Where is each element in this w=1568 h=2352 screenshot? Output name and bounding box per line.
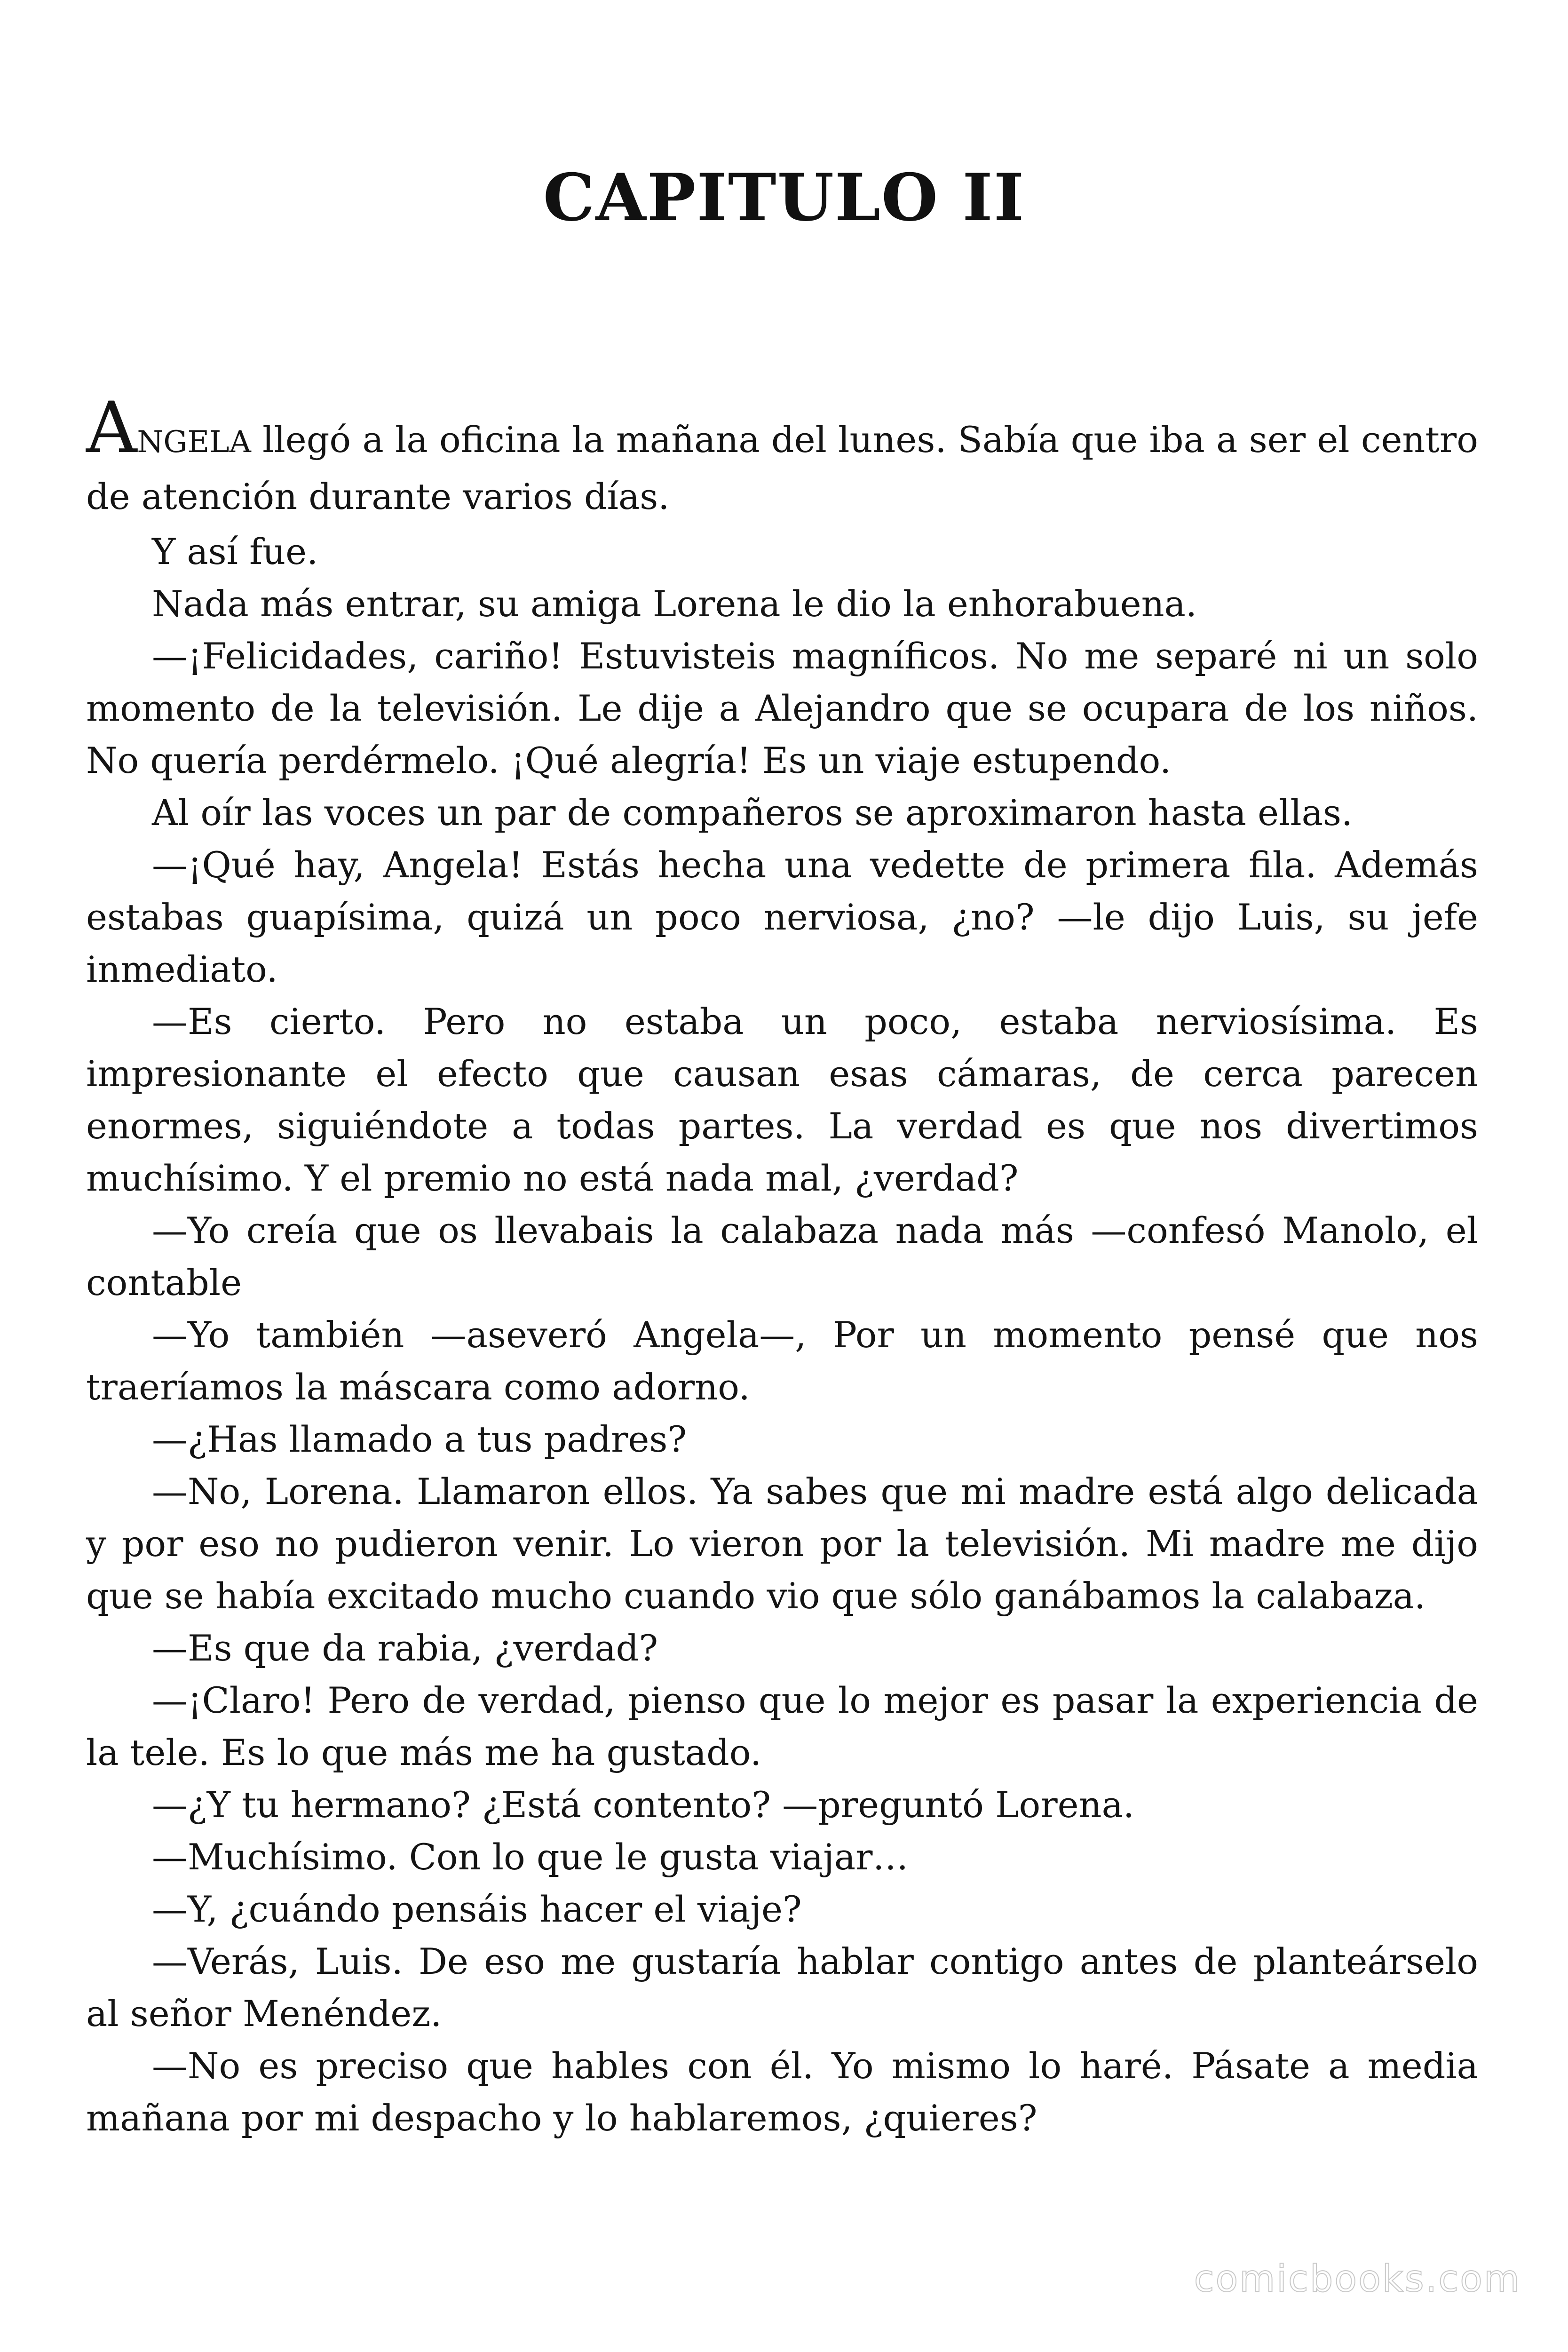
paragraph: Y así fue. xyxy=(152,531,318,572)
paragraph: Al oír las voces un par de compañeros se aproximaron hasta ellas. xyxy=(152,792,1353,834)
paragraph: —Muchísimo. Con lo que le gusta viajar… xyxy=(152,1836,909,1878)
paragraph: —Es cierto. Pero no estaba un poco, estaba nerviosísima. Es impresionante el efecto que causan esas cámaras, de cerca parecen enormes, siguiéndote a todas partes. La verdad es que nos divertimos muchísimo. Y el premio no está nada mal, ¿verdad? xyxy=(86,1001,1478,1199)
first-paragraph xyxy=(86,387,1478,524)
chapter-title: CAPITULO II xyxy=(543,159,1025,236)
paragraph: —Y, ¿cuándo pensáis hacer el viaje? xyxy=(152,1888,802,1930)
first-paragraph-text: llegó a la oficina la mañana del lunes. Sabía que iba a ser el centro de atención durante varios días. xyxy=(86,419,1478,517)
paragraph: Nada más entrar, su amiga Lorena le dio la enhorabuena. xyxy=(152,583,1197,625)
paragraph: —¡Qué hay, Angela! Estás hecha una vedette de primera fila. Además estabas guapísima, quizá un poco nerviosa, ¿no? —le dijo Luis, su jefe inmediato. xyxy=(86,844,1478,990)
paragraph: —No, Lorena. Llamaron ellos. Ya sabes que mi madre está algo delicada y por eso no pudieron venir. Lo vieron por la televisión. Mi madre me dijo que se había excitado mucho cuando vio que sólo ganábamos la calabaza. xyxy=(86,1470,1478,1617)
paragraph: —Yo creía que os llevabais la calabaza nada más —confesó Manolo, el contable xyxy=(86,1209,1478,1303)
drop-cap: A xyxy=(86,387,137,469)
paragraph: —No es preciso que hables con él. Yo mismo lo haré. Pásate a media mañana por mi despacho y lo hablaremos, ¿quieres? xyxy=(86,2045,1478,2139)
paragraph: —¡Felicidades, cariño! Estuvisteis magníficos. No me separé ni un solo momento de la televisión. Le dije a Alejandro que se ocupara de los niños. No quería perdérmelo. ¡Qué alegría! Es un viaje estupendo. xyxy=(86,635,1478,781)
paragraph: —¿Y tu hermano? ¿Está contento? —preguntó Lorena. xyxy=(152,1784,1135,1826)
paragraph: —Es que da rabia, ¿verdad? xyxy=(152,1627,658,1669)
paragraph: —¿Has llamado a tus padres? xyxy=(152,1418,687,1460)
small-caps-lead: NGELA xyxy=(137,425,251,460)
site-watermark: comicbooks.com xyxy=(1194,2258,1521,2300)
paragraph: —Verás, Luis. De eso me gustaría hablar contigo antes de planteárselo al señor Menéndez. xyxy=(86,1940,1478,2034)
paragraph: —Yo también —aseveró Angela—, Por un momento pensé que nos traeríamos la máscara como adorno. xyxy=(86,1314,1478,1408)
paragraph: —¡Claro! Pero de verdad, pienso que lo mejor es pasar la experiencia de la tele. Es lo que más me ha gustado. xyxy=(86,1679,1478,1773)
chapter-body xyxy=(86,387,1478,2144)
